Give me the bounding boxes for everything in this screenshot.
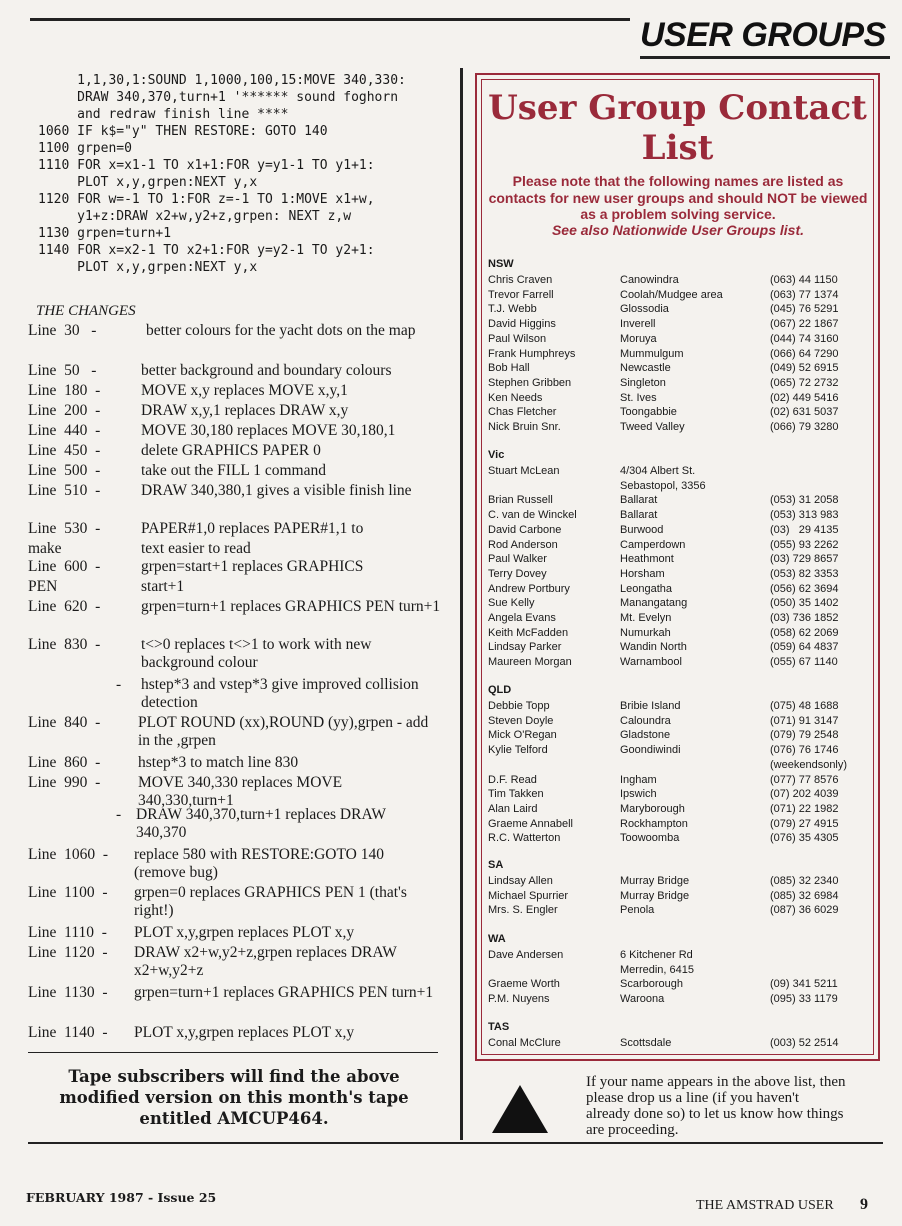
contact-row xyxy=(486,612,871,626)
divider xyxy=(28,1052,438,1053)
contact-phone: (087) 36 6029 xyxy=(770,904,839,917)
contact-row xyxy=(486,362,871,376)
contact-phone: (053) 31 2058 xyxy=(770,494,839,507)
contact-name: C. van de Winckel xyxy=(488,509,577,522)
contact-phone: (066) 64 7290 xyxy=(770,347,839,360)
contact-row xyxy=(486,875,871,889)
contact-location: 6 Kitchener Rd xyxy=(620,949,693,961)
contact-phone: (071) 91 3147 xyxy=(770,714,839,727)
contact-phone: (050) 35 1402 xyxy=(770,597,839,610)
contact-row xyxy=(486,744,871,758)
contact-row xyxy=(486,289,871,303)
code-listing xyxy=(38,72,458,276)
change-line-number: Line 30 - xyxy=(28,322,97,339)
contact-row xyxy=(486,803,871,817)
contact-phone: (053) 82 3353 xyxy=(770,567,839,580)
contact-name: Steven Doyle xyxy=(488,714,554,727)
change-description: replace 580 with RESTORE:GOTO 140 (remove bug) xyxy=(134,846,384,881)
change-line-number: PEN xyxy=(28,578,58,595)
change-description: MOVE 340,330 replaces MOVE 340,330,turn+1 xyxy=(138,774,343,809)
change-description: better background and boundary colours xyxy=(141,362,392,379)
contact-row xyxy=(486,553,871,567)
change-line-number: - xyxy=(116,676,122,693)
contact-name: Graeme Annabell xyxy=(488,817,573,830)
contact-location: Coolah/Mudgee area xyxy=(620,288,723,301)
contact-row xyxy=(486,774,871,788)
contact-phone: (03) 729 8657 xyxy=(770,553,839,566)
magazine-name: THE AMSTRAD USER xyxy=(696,1198,834,1213)
contact-name: Terry Dovey xyxy=(488,567,547,580)
contact-name: Sue Kelly xyxy=(488,597,535,610)
change-description: delete GRAPHICS PAPER 0 xyxy=(141,442,321,459)
state-heading: SA xyxy=(488,859,504,871)
contact-location: Ingham xyxy=(620,773,657,786)
contact-name: T.J. Webb xyxy=(488,303,537,316)
contact-location: Penola xyxy=(620,904,655,917)
code-line: 1110 FOR x=x1-1 TO x1+1:FOR y=y1-1 TO y1+1: xyxy=(38,158,375,173)
contact-location: Ballarat xyxy=(620,509,658,522)
footer-rule xyxy=(28,1142,883,1144)
contact-row xyxy=(486,377,871,391)
contact-phone: (058) 62 2069 xyxy=(770,626,839,639)
change-line-number: Line 1140 - xyxy=(28,1024,108,1041)
contact-phone: (079) 27 4915 xyxy=(770,817,839,830)
contact-row xyxy=(486,303,871,317)
section-title: USER GROUPS xyxy=(640,16,886,54)
contact-location: Goondiwindi xyxy=(620,744,681,757)
change-description: take out the FILL 1 command xyxy=(141,462,326,479)
change-line-number: Line 440 - xyxy=(28,422,101,439)
change-description: hstep*3 to match line 830 xyxy=(138,754,299,771)
change-line-number: Line 1110 - xyxy=(28,924,107,941)
issue-date: FEBRUARY 1987 - Issue 25 xyxy=(26,1190,217,1205)
contact-row xyxy=(486,465,871,479)
contact-row xyxy=(486,318,871,332)
change-description: t<>0 replaces t<>1 to work with new background colour xyxy=(141,636,372,671)
contact-name: Angela Evans xyxy=(488,612,556,624)
contact-phone: (063) 77 1374 xyxy=(770,288,839,301)
contact-row xyxy=(486,949,871,963)
change-description: grpen=0 replaces GRAPHICS PEN 1 (that's right!) xyxy=(134,884,407,919)
contact-location: Singleton xyxy=(620,376,666,389)
contact-row xyxy=(486,715,871,729)
contact-row xyxy=(486,978,871,992)
change-line-number: Line 510 - xyxy=(28,482,101,499)
contact-location: Bribie Island xyxy=(620,700,681,712)
changes-heading: THE CHANGES xyxy=(36,303,136,319)
change-description: PLOT ROUND (xx),ROUND (yy),grpen - add in the ,grpen xyxy=(138,714,429,749)
change-description: DRAW x2+w,y2+z,grpen replaces DRAW x2+w,y2+z xyxy=(134,944,397,979)
contact-location: Merredin, 6415 xyxy=(620,963,694,976)
change-description: MOVE x,y replaces MOVE x,y,1 xyxy=(141,382,348,399)
change-description: text easier to read xyxy=(141,540,251,557)
contact-name: D.F. Read xyxy=(488,773,537,786)
state-heading: Vic xyxy=(488,449,505,461)
contact-name: Maureen Morgan xyxy=(488,656,572,669)
change-line-number: Line 840 - xyxy=(28,714,101,731)
contact-name: Paul Wilson xyxy=(488,332,547,345)
contact-phone: (079) 79 2548 xyxy=(770,729,839,742)
contact-location: Rockhampton xyxy=(620,817,688,830)
contact-row xyxy=(486,392,871,406)
change-description: DRAW 340,380,1 gives a visible finish line xyxy=(141,482,412,499)
contact-phone: (067) 22 1867 xyxy=(770,318,839,331)
change-line-number: Line 1060 - xyxy=(28,846,109,863)
contact-name: Conal McClure xyxy=(488,1037,561,1049)
change-description: DRAW 340,370,turn+1 replaces DRAW 340,370 xyxy=(136,806,386,841)
contact-row xyxy=(486,904,871,918)
change-line-number: Line 500 - xyxy=(28,462,101,479)
contact-phone: (063) 44 1150 xyxy=(770,274,838,286)
contact-location: Ballarat xyxy=(620,494,658,507)
contact-name: Tim Takken xyxy=(488,788,544,801)
contact-phone: (075) 48 1688 xyxy=(770,700,839,712)
contact-name: Mick O'Regan xyxy=(488,729,557,742)
contact-location: Inverell xyxy=(620,318,656,331)
code-line: PLOT x,y,grpen:NEXT y,x xyxy=(38,260,258,275)
contact-row xyxy=(486,421,871,435)
contact-location: Moruya xyxy=(620,332,657,345)
contact-location: Sebastopol, 3356 xyxy=(620,479,706,492)
change-line-number: Line 180 - xyxy=(28,382,101,399)
contact-row xyxy=(486,348,871,362)
contact-list-see-also: See also Nationwide User Groups list. xyxy=(551,222,805,238)
code-line: 1130 grpen=turn+1 xyxy=(38,226,172,241)
code-line: 1140 FOR x=x2-1 TO x2+1:FOR y=y2-1 TO y2+1: xyxy=(38,243,375,258)
contact-phone: (weekendsonly) xyxy=(770,758,848,771)
contact-phone: (055) 93 2262 xyxy=(770,538,839,551)
contact-name: Frank Humphreys xyxy=(488,347,576,360)
contact-row xyxy=(486,627,871,641)
contact-name: Kylie Telford xyxy=(488,744,548,757)
contact-location: Mt. Evelyn xyxy=(620,612,672,624)
contact-name: Michael Spurrier xyxy=(488,889,569,902)
change-description: start+1 xyxy=(141,578,185,595)
contact-row xyxy=(486,993,871,1007)
contact-location: Murray Bridge xyxy=(620,875,690,887)
contact-row xyxy=(486,729,871,743)
change-description: better colours for the yacht dots on the map xyxy=(146,322,416,339)
contact-phone: (056) 62 3694 xyxy=(770,582,839,595)
contact-row xyxy=(486,494,871,508)
contact-phone: (02) 449 5416 xyxy=(770,391,839,404)
contact-row xyxy=(486,700,871,714)
contact-phone: (09) 341 5211 xyxy=(770,978,838,991)
change-line-number: Line 50 - xyxy=(28,362,97,379)
contact-location: 4/304 Albert St. xyxy=(620,465,696,477)
change-line-number: Line 600 - xyxy=(28,558,101,575)
state-heading: TAS xyxy=(488,1021,510,1033)
change-description: grpen=turn+1 replaces GRAPHICS PEN turn+1 xyxy=(141,598,441,615)
contact-phone: (076) 35 4305 xyxy=(770,832,839,845)
contact-name: Graeme Worth xyxy=(488,978,560,991)
change-line-number: Line 1130 - xyxy=(28,984,108,1001)
contact-location: Maryborough xyxy=(620,802,685,815)
code-line: 1100 grpen=0 xyxy=(38,141,132,156)
contact-row xyxy=(486,333,871,347)
change-line-number: Line 860 - xyxy=(28,754,101,771)
contact-phone: (071) 22 1982 xyxy=(770,802,839,815)
contact-location: Murray Bridge xyxy=(620,889,690,902)
contact-phone: (059) 64 4837 xyxy=(770,641,839,654)
change-line-number: Line 450 - xyxy=(28,442,101,459)
contact-name: Rod Anderson xyxy=(488,538,558,551)
code-line: 1120 FOR w=-1 TO 1:FOR z=-1 TO 1:MOVE x1+w, xyxy=(38,192,375,207)
contact-phone: (07) 202 4039 xyxy=(770,788,839,801)
column-divider xyxy=(460,68,463,1140)
contact-name: Alan Laird xyxy=(488,802,538,815)
contact-name: Stephen Gribben xyxy=(488,376,572,389)
contact-row xyxy=(486,480,871,494)
contact-row xyxy=(486,274,871,288)
contact-location: Wandin North xyxy=(620,641,687,654)
contact-name: Debbie Topp xyxy=(488,700,550,712)
contact-phone: (02) 631 5037 xyxy=(770,406,839,419)
header-rule xyxy=(30,18,630,21)
code-line: and redraw finish line **** xyxy=(38,107,289,122)
change-line-number: Line 620 - xyxy=(28,598,101,615)
contact-name: Stuart McLean xyxy=(488,465,560,477)
contact-location: Burwood xyxy=(620,523,664,536)
contact-location: Heathmont xyxy=(620,553,674,566)
contact-row xyxy=(486,406,871,420)
change-description: grpen=start+1 replaces GRAPHICS xyxy=(141,558,364,575)
contact-phone: (055) 67 1140 xyxy=(770,656,838,669)
contact-location: Scottsdale xyxy=(620,1037,672,1049)
contact-location: Horsham xyxy=(620,567,665,580)
contact-name: Bob Hall xyxy=(488,362,530,375)
contact-name: P.M. Nuyens xyxy=(488,993,550,1006)
contact-phone: (03) 736 1852 xyxy=(770,612,839,624)
code-line: DRAW 340,370,turn+1 '****** sound foghorn xyxy=(38,90,399,105)
contact-row xyxy=(486,818,871,832)
contact-location: Toongabbie xyxy=(620,406,677,419)
change-line-number: make xyxy=(28,540,62,557)
contact-name: R.C. Watterton xyxy=(488,832,561,845)
state-heading: QLD xyxy=(488,684,512,696)
contact-phone: (045) 76 5291 xyxy=(770,303,839,316)
contact-location: St. Ives xyxy=(620,391,657,404)
contact-name: David Higgins xyxy=(488,318,556,331)
contact-name: Lindsay Parker xyxy=(488,641,562,654)
contact-row xyxy=(486,583,871,597)
contact-name: David Carbone xyxy=(488,523,562,536)
contact-location: Warnambool xyxy=(620,656,682,669)
contact-row xyxy=(486,759,871,773)
contact-row xyxy=(486,539,871,553)
contact-name: Chas Fletcher xyxy=(488,406,557,419)
contact-row xyxy=(486,656,871,670)
contact-phone: (044) 74 3160 xyxy=(770,332,839,345)
tape-subscribers-note: Tape subscribers will find the above modified version on this month's tape entitled AMCUP464. xyxy=(59,1067,409,1128)
contact-phone: (03) 29 4135 xyxy=(770,523,839,536)
contact-row xyxy=(486,509,871,523)
contact-location: Toowoomba xyxy=(620,832,680,845)
change-description: MOVE 30,180 replaces MOVE 30,180,1 xyxy=(141,422,396,439)
contact-phone: (053) 313 983 xyxy=(770,509,839,522)
contact-row xyxy=(486,890,871,904)
code-line: 1060 IF k$="y" THEN RESTORE: GOTO 140 xyxy=(38,124,328,139)
contact-name: Paul Walker xyxy=(488,553,547,566)
contact-name: Ken Needs xyxy=(488,391,543,404)
contact-row xyxy=(486,1037,871,1051)
code-line: y1+z:DRAW x2+w,y2+z,grpen: NEXT z,w xyxy=(38,209,352,224)
contact-name: Lindsay Allen xyxy=(488,875,553,887)
appears-note: If your name appears in the above list, then please drop us a line (if you haven't already done so) to let us know how things are proceeding. xyxy=(586,1074,846,1138)
contact-name: Andrew Portbury xyxy=(488,582,570,595)
contact-name: Dave Andersen xyxy=(488,949,564,961)
code-line: 1,1,30,1:SOUND 1,1000,100,15:MOVE 340,330: xyxy=(38,73,406,88)
contact-list-note: Please note that the following names are listed as contacts for new user groups and should NOT be viewed as a problem solving service. xyxy=(488,173,868,222)
contact-location: Camperdown xyxy=(620,538,686,551)
contact-list-title: User Group Contact List xyxy=(488,88,867,168)
contact-row xyxy=(486,964,871,978)
contact-location: Glossodia xyxy=(620,303,669,316)
contact-location: Tweed Valley xyxy=(620,421,685,433)
contact-phone: (077) 77 8576 xyxy=(770,773,839,786)
contact-name: Mrs. S. Engler xyxy=(488,904,558,917)
contact-phone: (095) 33 1179 xyxy=(770,993,838,1006)
change-line-number: Line 1120 - xyxy=(28,944,108,961)
contact-name: Chris Craven xyxy=(488,274,553,286)
contact-phone: (066) 79 3280 xyxy=(770,421,839,433)
change-description: DRAW x,y,1 replaces DRAW x,y xyxy=(141,402,349,419)
contact-location: Caloundra xyxy=(620,714,671,727)
change-description: PAPER#1,0 replaces PAPER#1,1 to xyxy=(141,520,364,537)
change-line-number: Line 990 - xyxy=(28,774,101,791)
header-rule-right xyxy=(640,56,890,59)
state-heading: WA xyxy=(488,933,506,945)
change-description: PLOT x,y,grpen replaces PLOT x,y xyxy=(134,1024,355,1041)
contact-phone: (049) 52 6915 xyxy=(770,362,839,375)
change-description: PLOT x,y,grpen replaces PLOT x,y xyxy=(134,924,355,941)
contact-name: Keith McFadden xyxy=(488,626,569,639)
contact-row xyxy=(486,568,871,582)
contact-location: Waroona xyxy=(620,993,665,1006)
state-heading: NSW xyxy=(488,258,514,270)
contact-location: Newcastle xyxy=(620,362,671,375)
contact-location: Manangatang xyxy=(620,597,688,610)
contact-name: Brian Russell xyxy=(488,494,553,507)
code-line: PLOT x,y,grpen:NEXT y,x xyxy=(38,175,258,190)
contact-location: Ipswich xyxy=(620,788,657,801)
change-line-number: - xyxy=(116,806,122,823)
change-line-number: Line 530 - xyxy=(28,520,101,537)
change-line-number: Line 830 - xyxy=(28,636,101,653)
contact-phone: (065) 72 2732 xyxy=(770,376,839,389)
change-line-number: Line 1100 - xyxy=(28,884,108,901)
page-number: 9 xyxy=(860,1196,868,1213)
contact-location: Gladstone xyxy=(620,729,671,742)
triangle-icon xyxy=(492,1085,548,1133)
contact-phone: (085) 32 2340 xyxy=(770,875,839,887)
change-description: hstep*3 and vstep*3 give improved collision detection xyxy=(141,676,419,711)
contact-phone: (003) 52 2514 xyxy=(770,1037,839,1049)
contact-phone: (085) 32 6984 xyxy=(770,889,839,902)
contact-location: Numurkah xyxy=(620,626,671,639)
contact-location: Canowindra xyxy=(620,274,679,286)
contact-location: Leongatha xyxy=(620,582,672,595)
contact-row xyxy=(486,641,871,655)
contact-name: Trevor Farrell xyxy=(488,288,554,301)
contact-row xyxy=(486,832,871,846)
contact-location: Scarborough xyxy=(620,978,683,991)
contact-location: Mummulgum xyxy=(620,347,684,360)
contact-row xyxy=(486,524,871,538)
contact-phone: (076) 76 1746 xyxy=(770,744,839,757)
change-line-number: Line 200 - xyxy=(28,402,101,419)
contact-row xyxy=(486,597,871,611)
contact-row xyxy=(486,788,871,802)
contact-name: Nick Bruin Snr. xyxy=(488,421,561,433)
change-description: grpen=turn+1 replaces GRAPHICS PEN turn+1 xyxy=(134,984,434,1001)
